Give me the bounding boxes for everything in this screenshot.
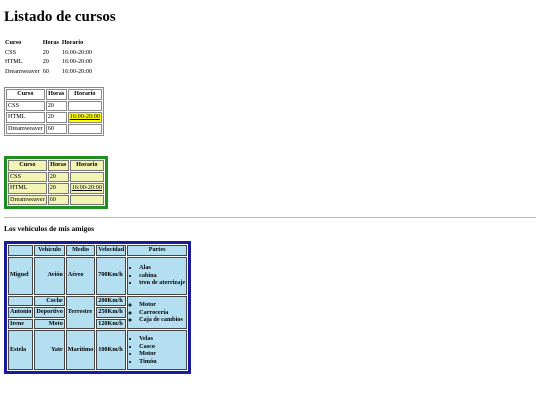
table-row <box>8 172 104 183</box>
cell-parts <box>127 330 187 370</box>
cell-course: CSS <box>8 172 47 183</box>
header-curso: Curso <box>6 89 45 100</box>
cell-schedule: 16:00-20:00 <box>61 58 93 65</box>
table-header-row <box>8 160 104 171</box>
list-item: • Timón <box>139 358 185 366</box>
cell-schedule <box>68 124 102 135</box>
cell-friend: Antonio <box>8 307 33 318</box>
cell-speed: 250Km/h <box>96 307 126 318</box>
header-vehiculo: Vehículo <box>34 245 64 256</box>
cell-schedule: 16:00-20:00 <box>61 67 93 75</box>
cell-vehicle: Coche <box>34 296 64 307</box>
list-item: ◦ Caja de cambios <box>139 316 185 324</box>
table-row <box>4 49 93 58</box>
cell-course: Dreamweaver <box>8 195 47 206</box>
cell-vehicle: Deportivo <box>34 307 64 318</box>
cell-parts <box>127 296 187 330</box>
cell-speed: 100Km/h <box>96 330 126 370</box>
section-subtitle: Los vehículos de mis amigos <box>4 224 95 233</box>
parts-list <box>129 264 185 287</box>
cell-schedule <box>68 101 102 112</box>
table-row <box>8 257 187 295</box>
cell-hours: 60 <box>42 67 49 75</box>
cell-medium: Terrestre <box>66 296 95 330</box>
cell-hours: 60 <box>48 195 69 206</box>
table-row <box>4 58 93 67</box>
table-row <box>6 101 102 112</box>
cell-course: CSS <box>6 101 45 112</box>
cell-speed: 200Km/h <box>96 296 126 307</box>
cell-friend: Miguel <box>8 257 33 295</box>
cell-hours: 20 <box>46 112 67 123</box>
cell-friend-empty <box>8 296 33 307</box>
header-partes: Partes <box>127 245 187 256</box>
cell-schedule <box>70 172 104 183</box>
cell-hours: 60 <box>46 124 67 135</box>
cell-schedule-highlighted: 16:00-20:00 <box>70 183 104 194</box>
courses-table-bordered <box>4 87 104 136</box>
header-empty <box>8 245 33 256</box>
parts-list <box>129 301 185 324</box>
cell-course: CSS <box>5 48 17 56</box>
cell-hours: 20 <box>42 48 49 56</box>
header-horario: Horario <box>68 89 102 100</box>
cell-course: Dreamweaver <box>6 124 45 135</box>
table-row <box>8 330 187 370</box>
parts-list <box>129 335 185 365</box>
cell-course: Dreamweaver <box>5 67 40 75</box>
cell-course: HTML <box>5 58 23 65</box>
list-item: • Alas <box>139 264 185 272</box>
cell-schedule: 16:00-20:00 <box>61 48 93 56</box>
header-horas: Horas <box>48 160 69 171</box>
cell-course: HTML <box>8 183 47 194</box>
list-item: • Motor <box>139 350 185 358</box>
courses-table-plain <box>3 38 94 77</box>
header-curso: Curso <box>5 39 22 46</box>
cell-friend: Irene <box>8 319 33 330</box>
table-row <box>6 124 102 135</box>
header-horas: Horas <box>46 89 67 100</box>
cell-parts <box>127 257 187 295</box>
table-row <box>4 68 93 77</box>
cell-schedule <box>70 195 104 206</box>
table-row <box>8 183 104 194</box>
vehicles-table <box>4 241 191 374</box>
cell-schedule-highlighted: 16:00-20:00 <box>68 112 102 123</box>
courses-table-green <box>4 156 108 209</box>
cell-medium: Aéreo <box>66 257 95 295</box>
header-velocidad: Velocidad <box>96 245 126 256</box>
cell-hours: 20 <box>46 101 67 112</box>
header-medio: Medio <box>66 245 95 256</box>
list-item: • Velas <box>139 335 185 343</box>
cell-speed: 700Km/h <box>96 257 126 295</box>
table-row <box>6 112 102 123</box>
list-item: • tren de aterrizaje <box>139 279 185 287</box>
divider <box>4 217 536 218</box>
header-curso: Curso <box>8 160 47 171</box>
cell-hours: 20 <box>48 183 69 194</box>
cell-friend: Estela <box>8 330 33 370</box>
cell-hours: 20 <box>42 58 49 65</box>
cell-course: HTML <box>6 112 45 123</box>
header-horas: Horas <box>42 39 59 46</box>
table-header-row <box>4 39 93 48</box>
header-horario: Horario <box>70 160 104 171</box>
list-item: • cabina <box>139 272 185 280</box>
cell-vehicle: Moto <box>34 319 64 330</box>
table-header-row <box>8 245 187 256</box>
table-row <box>8 195 104 206</box>
cell-speed: 120Km/h <box>96 319 126 330</box>
list-item: ◦ Motor <box>139 301 185 309</box>
list-item: ◦ Carrocería <box>139 309 185 317</box>
page-title: Listado de cursos <box>4 9 116 25</box>
table-row <box>8 296 187 307</box>
cell-vehicle: Yate <box>34 330 64 370</box>
table-header-row <box>6 89 102 100</box>
cell-vehicle: Avión <box>34 257 64 295</box>
cell-hours: 20 <box>48 172 69 183</box>
cell-medium: Marítimo <box>66 330 95 370</box>
header-horario: Horario <box>61 39 84 46</box>
list-item: • Casco <box>139 343 185 351</box>
